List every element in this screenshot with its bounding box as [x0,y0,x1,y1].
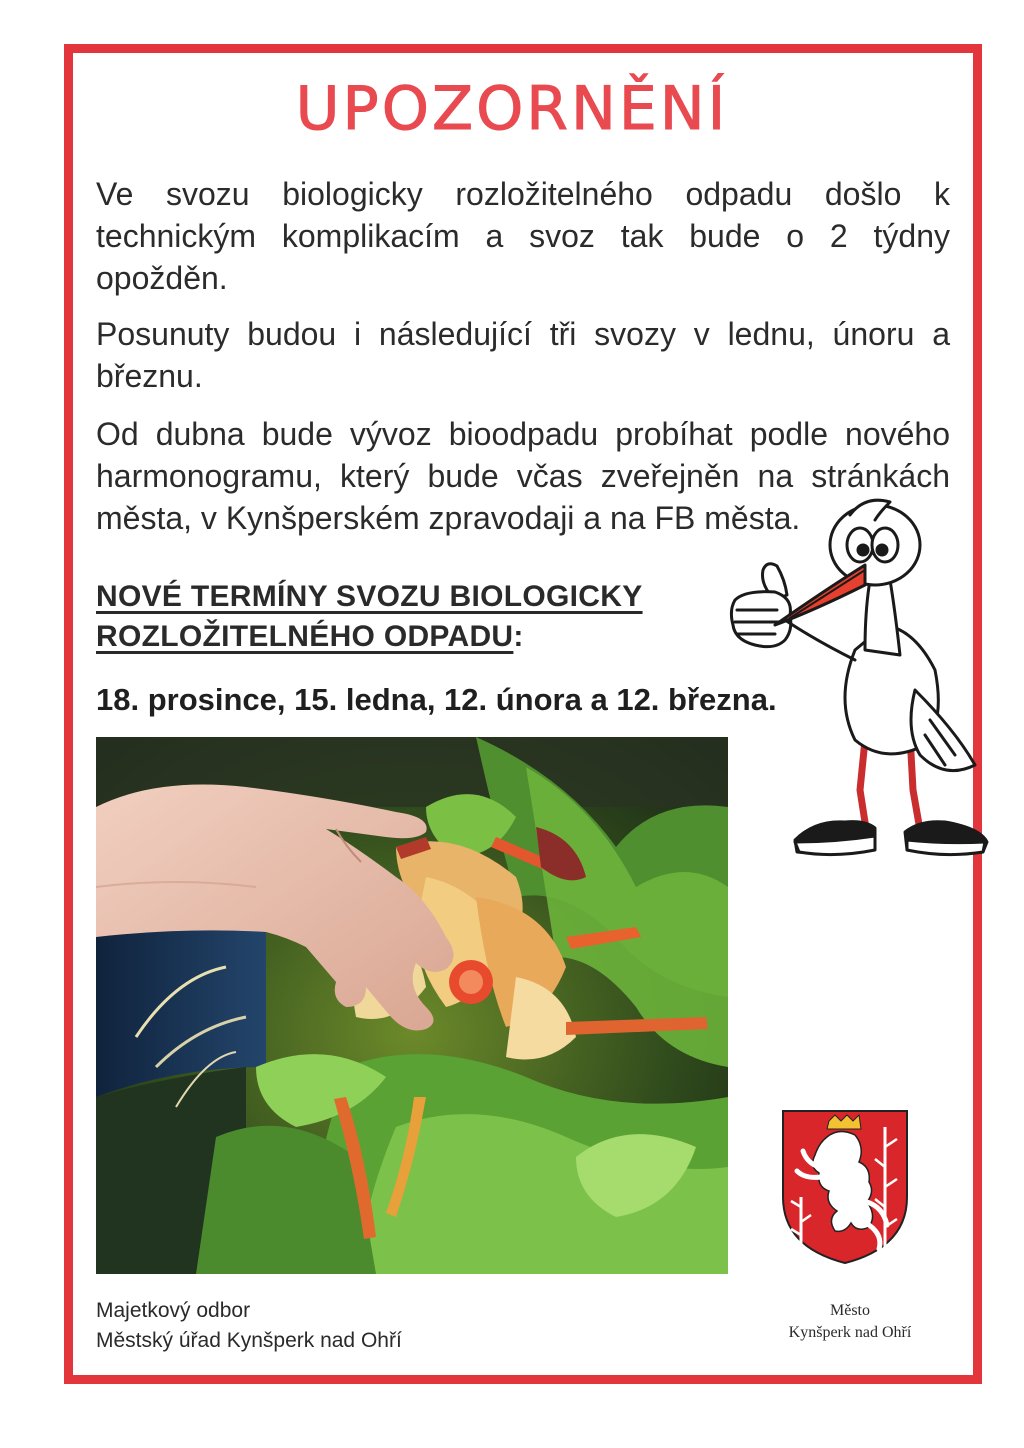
footer-department: Majetkový odbor [96,1299,251,1322]
coat-of-arms-icon [779,1107,911,1267]
notice-paragraph-april-line-1: Od dubna bude vývoz bioodpadu probíhat podle nového [96,416,950,452]
schedule-heading [96,577,643,657]
schedule-heading-line-2: ROZLOŽITELNÉHO ODPADU [96,620,514,653]
notice-title: UPOZORNĚNÍ [295,74,729,144]
notice-paragraph-delay: Ve svozu biologicky rozložitelného odpadu došlo k technickým komplikacím a svoz tak bude o 2 týdny opožděn. [96,176,950,296]
schedule-dates: 18. prosince, 15. ledna, 12. února a 12. března. [96,682,777,717]
schedule-heading-colon: : [513,620,524,653]
notice-paragraph-april-line-3: města, v Kynšperském zpravodaji a na FB města. [96,500,801,536]
footer-sender [96,1296,402,1356]
schedule-heading-line-1: NOVÉ TERMÍNY SVOZU BIOLOGICKY [96,580,643,613]
footer-city [770,1300,930,1344]
footer-city-name: Kynšperk nad Ohří [788,1324,912,1341]
notice-paragraph-april-line-2: harmonogramu, který bude včas zveřejněn na stránkách [96,458,950,494]
footer-city-label: Město [830,1302,870,1319]
notice-paragraph-shifted: Posunuty budou i následující tři svozy v lednu, únoru a březnu. [96,316,950,394]
compost-photo [96,737,728,1274]
stork-mascot-icon [715,490,995,875]
footer-office: Městský úřad Kynšperk nad Ohří [96,1329,402,1352]
